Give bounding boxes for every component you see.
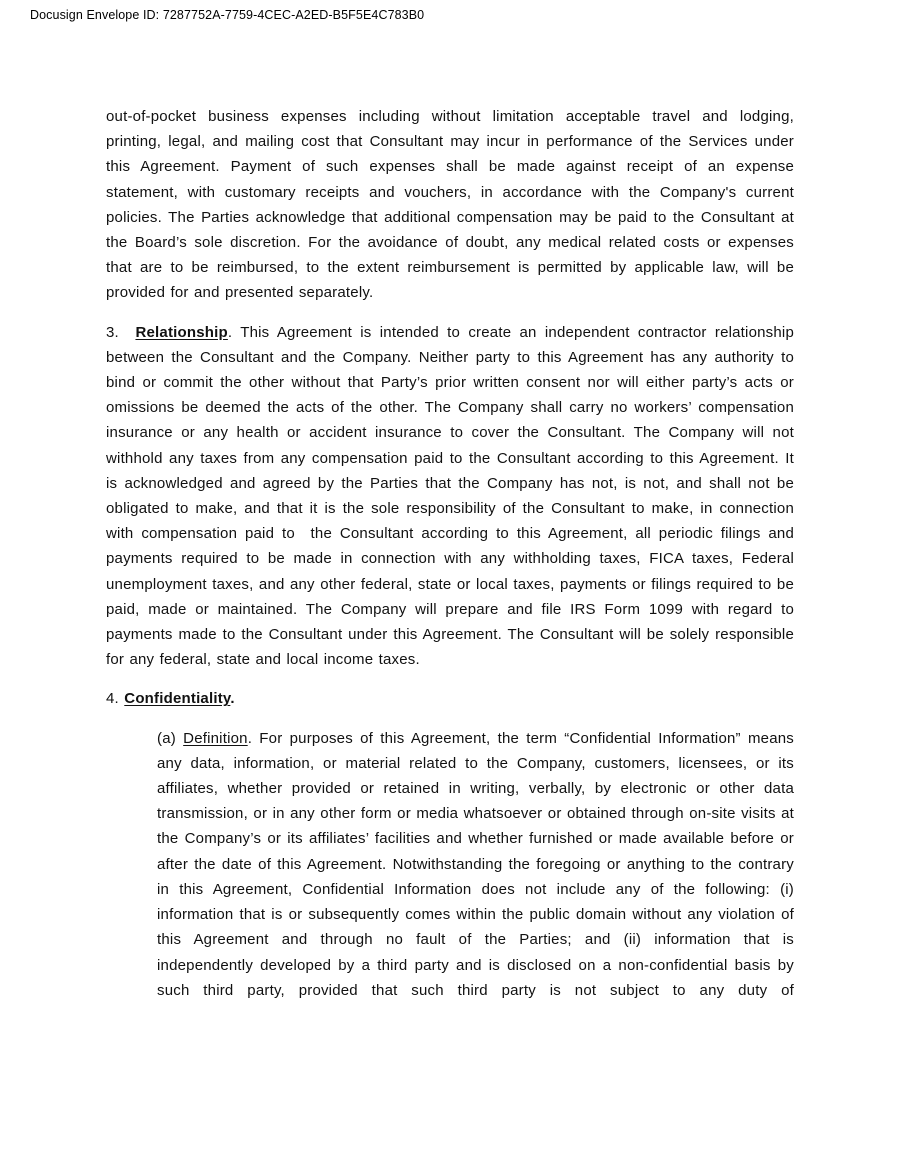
section-number: 3.	[106, 323, 136, 341]
paragraph-expenses-continuation	[106, 104, 794, 306]
paragraph-text: . This Agreement is intended to create an independent contractor relationship between the Consultant and the Company. Neither party to this Agreement has any authority to bind or commit the other without that Party’s prior written consent nor will either party’s acts or omissions be deemed the acts of the other. The Company shall carry no workers’ compensation insurance or any health or accident insurance to cover the Consultant. The Company will not withhold any taxes from any compensation paid to the Consultant according to this Agreement. It is acknowledged and agreed by the Parties that the Company has not, is not, and shall not be obligated to make, and that it is the sole responsibility of the Consultant to make, in connection with compensation paid to the Consultant according to this Agreement, all periodic filings and payments required to be made in connection with any withholding taxes, FICA taxes, Federal unemployment taxes, and any other federal, state or local taxes, payments or filings required to be paid, made or maintained. The Company will prepare and file IRS Form 1099 with regard to payments made to the Consultant under this Agreement. The Consultant will be solely responsible for any federal, state and local income taxes.	[106, 323, 794, 669]
section-number: 4.	[106, 690, 125, 708]
document-body	[106, 104, 794, 1017]
section-title-relationship: Relationship	[135, 323, 228, 341]
section-title-confidentiality: Confidentiality	[124, 690, 231, 708]
subsection-label: (a)	[157, 729, 184, 747]
subsection-title-definition: Definition	[183, 729, 248, 747]
paragraph-section-3-relationship	[106, 320, 794, 673]
paragraph-text: . For purposes of this Agreement, the term “Confidential Information” means any data, information, or material related to the Company, customers, licensees, or its affiliates, whether provided or retained in writing, verbally, by electronic or other data transmission, or in any other form or media whatsoever or obtained through on-site visits at the Company’s or its affiliates’ facilities and whether furnished or made available before or after the date of this Agreement. Notwithstanding the foregoing or anything to the contrary in this Agreement, Confidential Information does not include any of the following: (i) information that is or subsequently comes within the public domain without any violation of this Agreement and through no fault of the Parties; and (ii) information that is independently developed by a third party and is disclosed on a non-confidential basis by such third party, provided that such third party is not subject to any duty of	[157, 729, 794, 999]
section-title-period: .	[230, 690, 235, 708]
paragraph-subsection-a-definition	[157, 726, 794, 1003]
paragraph-text: out-of-pocket business expenses including without limitation acceptable travel and lodging, printing, legal, and mailing cost that Consultant may incur in performance of the Services under this Agreement. Payment of such expenses shall be made against receipt of an expense statement, with customary receipts and vouchers, in accordance with the Company's current policies. The Parties acknowledge that additional compensation may be paid to the Consultant at the Board’s sole discretion. For the avoidance of doubt, any medical related costs or expenses that are to be reimbursed, to the extent reimbursement is permitted by applicable law, will be provided for and presented separately.	[106, 108, 794, 302]
docusign-envelope-id: Docusign Envelope ID: 7287752A-7759-4CEC-A2ED-B5F5E4C783B0	[30, 8, 425, 22]
heading-section-4-confidentiality	[106, 686, 794, 711]
